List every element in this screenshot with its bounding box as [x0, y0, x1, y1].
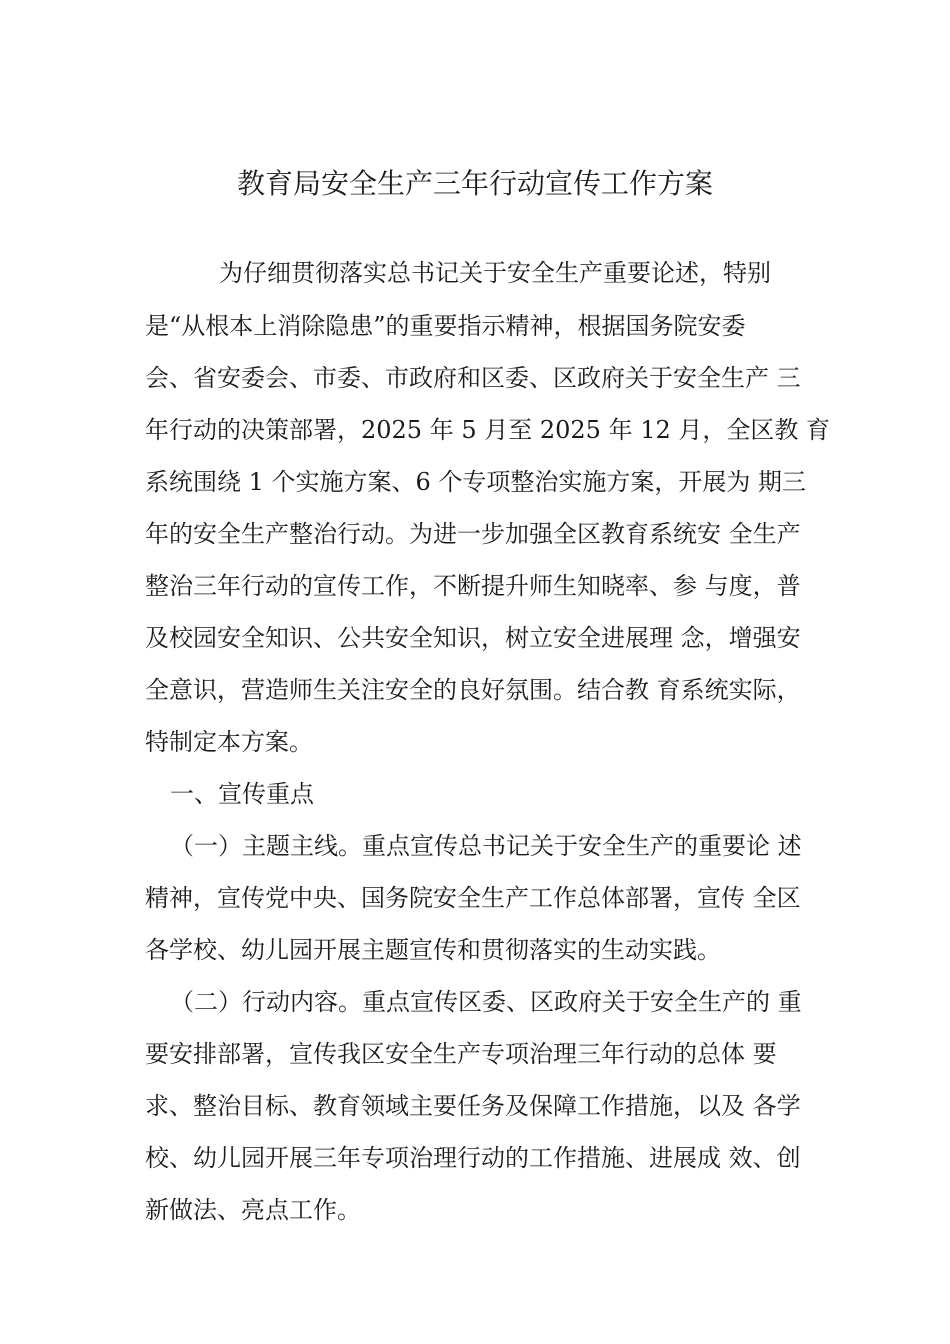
item-1-line-2: 精神，宣传党中央、国务院安全生产工作总体部署，宣传 全区: [145, 884, 801, 912]
intro-line-2: 是“从根本上消除隐患”的重要指示精神，根据国务院安委: [145, 312, 746, 340]
intro-line-3: 会、省安委会、市委、市政府和区委、区政府关于安全生产 三: [145, 364, 801, 392]
intro-line-7: 整治三年行动的宣传工作，不断提升师生知晓率、参 与度，普: [145, 572, 801, 600]
document-title: 教育局安全生产三年行动宣传工作方案: [236, 167, 713, 200]
item-2-line-2: 要安排部署，宣传我区安全生产专项治理三年行动的总体 要: [145, 1040, 777, 1068]
item-2-line-3: 求、整治目标、教育领域主要任务及保障工作措施，以及 各学: [145, 1092, 801, 1120]
intro-line-9: 全意识，营造师生关注安全的良好氛围。结合教 育系统实际，: [145, 676, 801, 704]
intro-line-6: 年的安全生产整治行动。为进一步加强全区教育系统安 全生产: [145, 520, 801, 548]
intro-line-1: 为仔细贯彻落实总书记关于安全生产重要论述，特别: [219, 259, 771, 287]
item-2-line-1: （二）行动内容。重点宣传区委、区政府关于安全生产的 重: [170, 988, 802, 1016]
item-1-line-3: 各学校、幼儿园开展主题宣传和贯彻落实的生动实践。: [145, 936, 721, 964]
intro-line-4: 年行动的决策部署，2025 年 5 月至 2025 年 12 月，全区教 育: [145, 416, 830, 444]
section-heading: 一、宣传重点: [170, 780, 314, 808]
item-2-line-5: 新做法、亮点工作。: [145, 1196, 361, 1224]
intro-line-5: 系统围绕 1 个实施方案、6 个专项整治实施方案，开展为 期三: [145, 468, 807, 496]
intro-line-10: 特制定本方案。: [145, 728, 313, 756]
intro-line-8: 及校园安全知识、公共安全知识，树立安全进展理 念，增强安: [145, 624, 801, 652]
item-2-line-4: 校、幼儿园开展三年专项治理行动的工作措施、进展成 效、创: [145, 1144, 801, 1172]
item-1-line-1: （一）主题主线。重点宣传总书记关于安全生产的重要论 述: [170, 832, 802, 860]
